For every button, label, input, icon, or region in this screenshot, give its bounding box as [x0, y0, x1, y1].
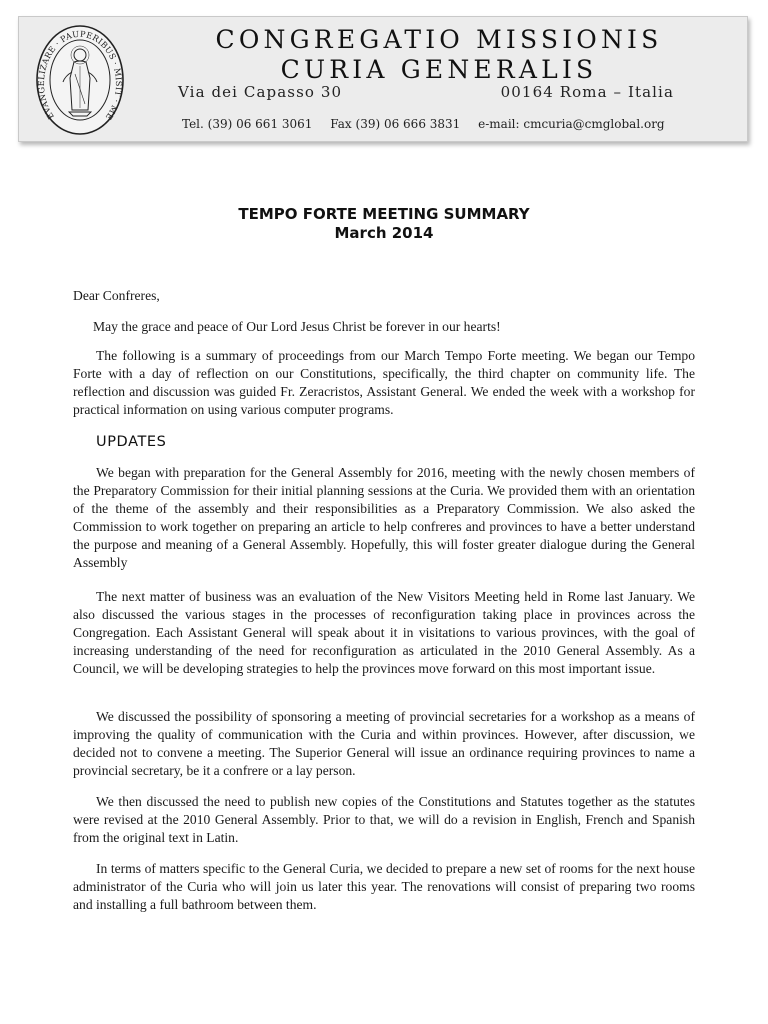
paragraph-constitutions: We then discussed the need to publish new copies of the Constitutions and Statutes together as the statutes were revised at the 2010 General Assembly. Prior to that, we will do a revision in English, French and Spanish from the original text in Latin. [73, 794, 695, 845]
org-name-line2: CURIA GENERALIS [280, 55, 598, 84]
address-row [178, 83, 674, 101]
paragraph-reconfiguration: The next matter of business was an evaluation of the New Visitors Meeting held in Rome last January. We also discussed the various stages in the processes of reconfiguration taking place in provinces across the Congregation. Each Assistant General will speak about it in visitations to various provinces, with the goal of increasing understanding of the need for reconfiguration as articulated in the 2010 General Assembly. As a Council, we will be developing strategies to help the provinces move forward on this most important issue. [73, 589, 695, 676]
congregation-seal-icon [35, 24, 125, 136]
blessing: May the grace and peace of Our Lord Jesus Christ be forever in our hearts! [93, 319, 501, 334]
paragraph-secretaries: We discussed the possibility of sponsoring a meeting of provincial secretaries for a workshop as a means of improving the quality of communication with the Curia and within provinces. However, after discussion, we decided not to convene a meeting. The Superior General will issue an ordinance requiring provinces to name a provincial secretary, be it a confrere or a lay person. [73, 709, 695, 778]
telephone: Tel. (39) 06 661 3061 [182, 117, 313, 131]
intro-paragraph: The following is a summary of proceedings from our March Tempo Forte meeting. We began our Tempo Forte with a day of reflection on our Constitutions, specifically, the third chapter on community life. The reflection and discussion was guided Fr. Zeracristos, Assistant General. We ended the week with a workshop for practical information on using various computer programs. [73, 348, 695, 417]
paragraph-general-assembly: We began with preparation for the General Assembly for 2016, meeting with the newly chosen members of the Preparatory Commission for their initial planning sessions at the Curia. We provided them with an orientation of the theme of the assembly and their responsibilities as a Preparatory Commission. We also asked the Commission to work together on preparing an article to help confreres and provinces to have a better understand the purpose and meaning of a General Assembly. Hopefully, this will foster greater dialogue during the General Assembly [73, 465, 695, 570]
svg-text:EVANGELIZARE · PAUPERIBUS · MI: EVANGELIZARE · PAUPERIBUS · MISIT · ME [35, 28, 125, 123]
title-text: TEMPO FORTE MEETING SUMMARY [238, 205, 530, 223]
org-name-line1: CONGREGATIO MISSIONIS [215, 25, 663, 54]
email: e-mail: cmcuria@cmglobal.org [478, 117, 665, 131]
paragraph-curia-rooms: In terms of matters specific to the General Curia, we decided to prepare a new set of rooms for the next house administrator of the Curia who will join us later this year. The renovations will consist of preparing two rooms and installing a full bathroom between them. [73, 861, 695, 912]
contact-row [182, 117, 682, 131]
salutation: Dear Confreres, [73, 288, 160, 303]
letterhead-title [149, 25, 729, 85]
city-address: 00164 Roma – Italia [500, 83, 674, 101]
title-date: March 2014 [334, 224, 434, 242]
section-heading-updates: UPDATES [96, 434, 167, 450]
document-title [0, 205, 768, 243]
street-address: Via dei Capasso 30 [178, 83, 343, 101]
fax: Fax (39) 06 666 3831 [330, 117, 461, 131]
